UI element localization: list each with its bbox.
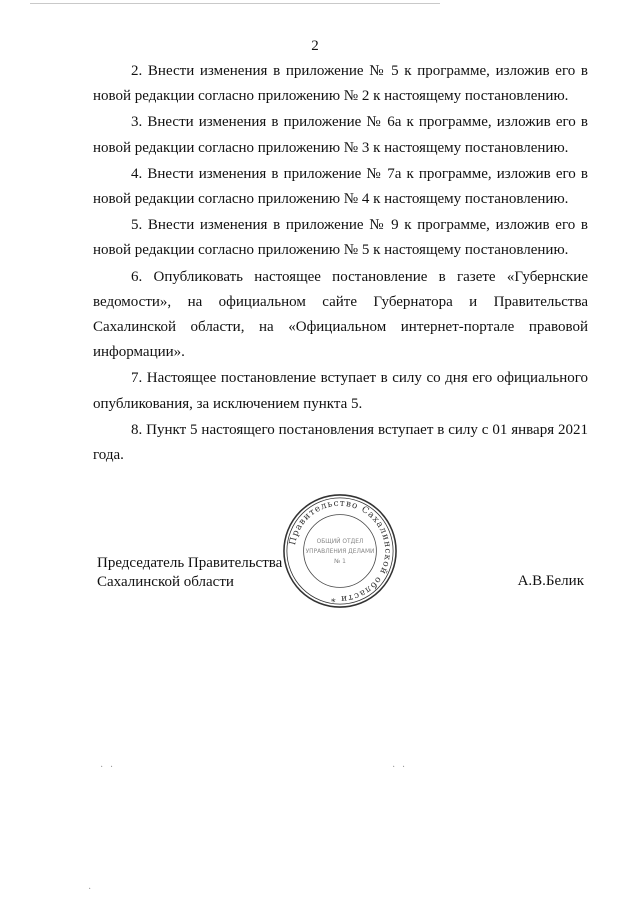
signatory-name: А.В.Белик: [517, 573, 584, 589]
signatory-title-line1: Председатель Правительства: [97, 555, 283, 571]
paragraph-item-7: 7. Настоящее постановление вступает в силу со дня его официального опубликования, за исключением пункта 5.: [93, 370, 588, 412]
paragraph-item-2: 2. Внести изменения в приложение № 5 к программе, изложив его в новой редакции согласно приложению № 2 к настоящему постановлению.: [93, 63, 588, 105]
document-body: [93, 59, 588, 469]
paragraph-item-6: 6. Опубликовать настоящее постановление в газете «Губернские ведомости», на официальном сайте Губернатора и Правительства Сахалинской области, на «Официальном интернет-портале правовой информации».: [93, 268, 588, 361]
seal-inner-line2: УПРАВЛЕНИЯ ДЕЛАМИ: [305, 548, 375, 555]
paragraph-item-5: 5. Внести изменения в приложение № 9 к программе, изложив его в новой редакции согласно приложению № 5 к настоящему постановлению.: [93, 217, 588, 259]
paragraph-item-8: 8. Пункт 5 настоящего постановления вступает в силу с 01 января 2021 года.: [93, 421, 588, 464]
paragraph-item-3: 3. Внести изменения в приложение № 6а к программе, изложив его в новой редакции согласно приложению № 3 к настоящему постановлению.: [93, 114, 588, 156]
seal-ring-text: Правительство Сахалинской области *: [288, 498, 393, 604]
scan-speck: · ·: [392, 762, 408, 773]
scan-speck: ·: [88, 884, 94, 895]
page-number: 2: [311, 38, 319, 54]
seal-inner-line3: № 1: [334, 558, 346, 565]
paragraph-item-4: 4. Внести изменения в приложение № 7а к программе, изложив его в новой редакции согласно приложению № 4 к настоящему постановлению.: [93, 165, 588, 208]
scan-top-edge: [30, 3, 440, 4]
official-seal: [281, 492, 399, 610]
signatory-title: [97, 554, 282, 592]
seal-inner-line1: ОБЩИЙ ОТДЕЛ: [316, 539, 364, 546]
signatory-title-line2: Сахалинской области: [97, 574, 234, 590]
scan-speck: · ·: [100, 762, 116, 773]
